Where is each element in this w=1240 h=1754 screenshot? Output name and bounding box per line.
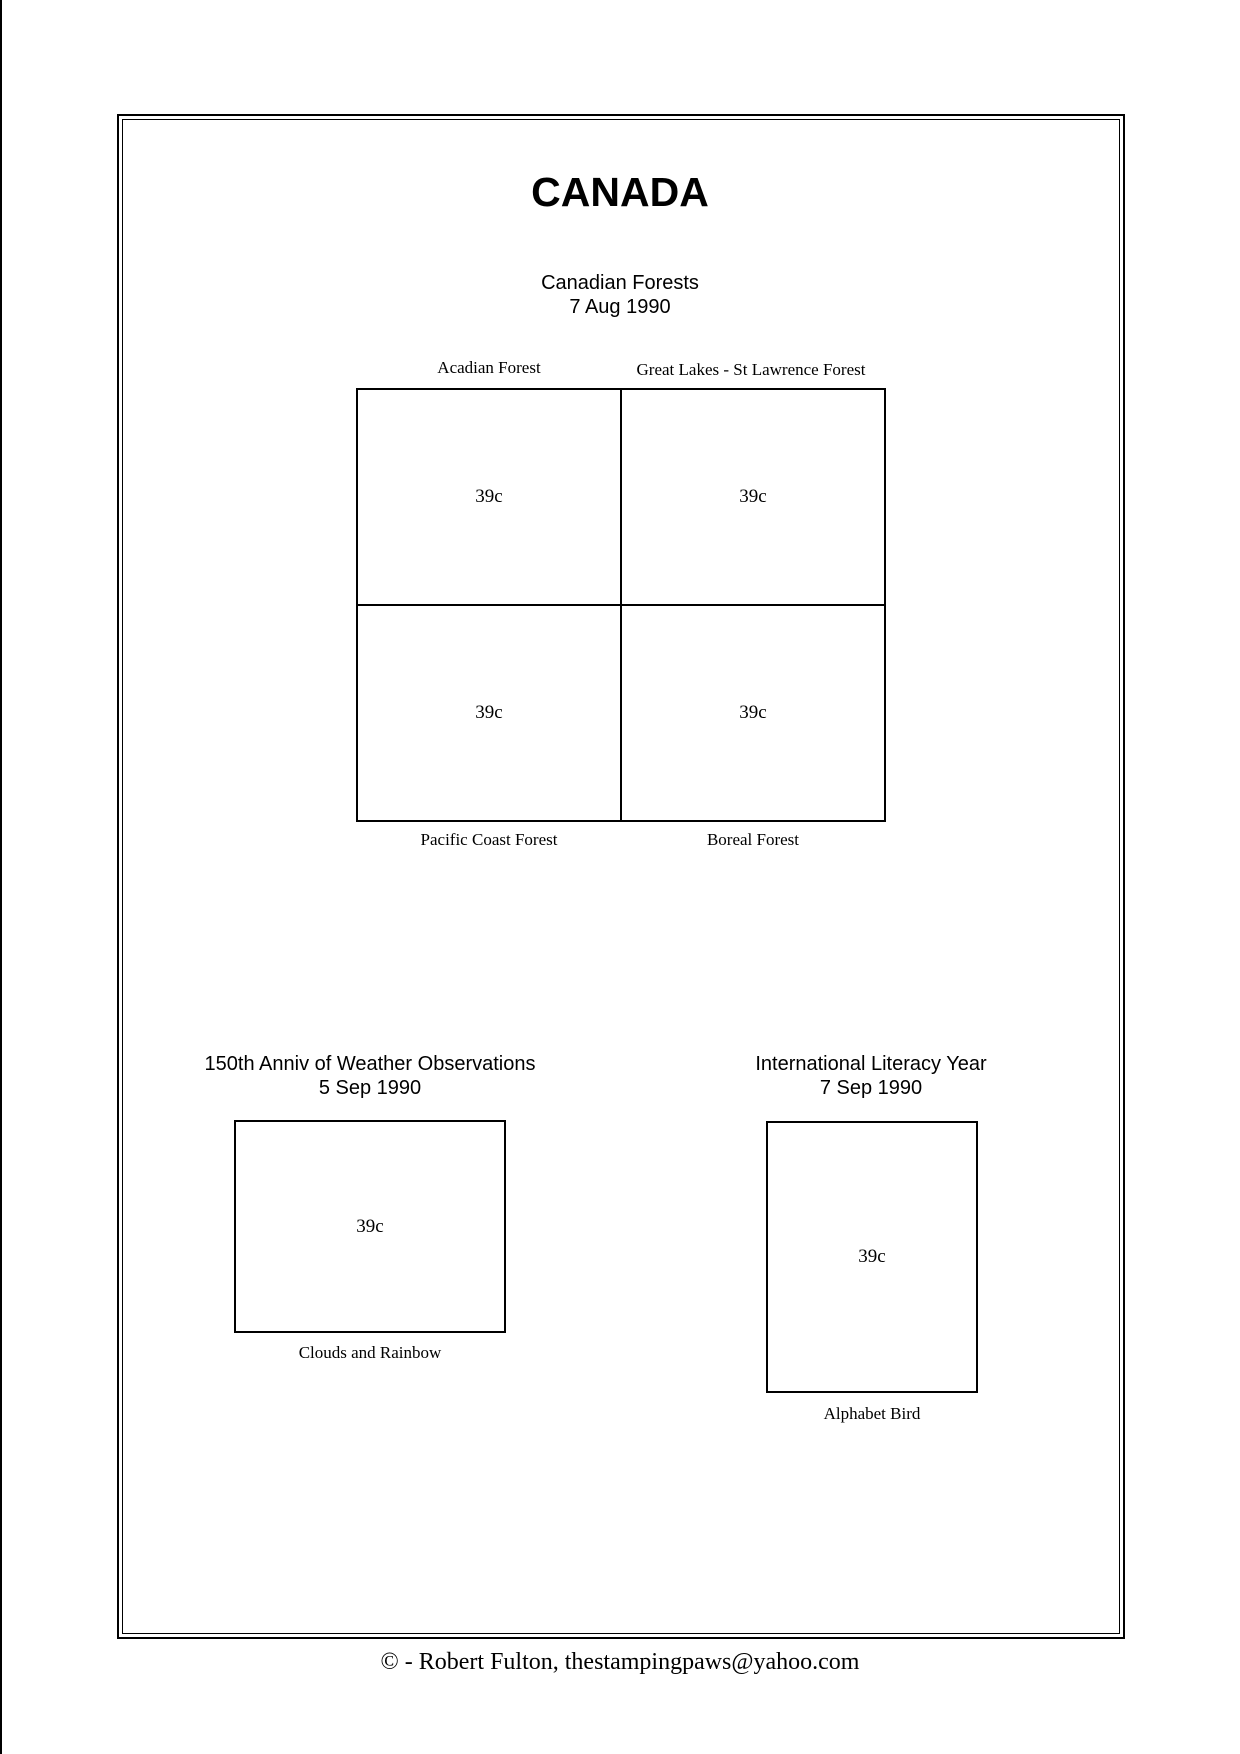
stamp-caption-acadian-forest: Acadian Forest: [437, 358, 541, 377]
stamp-value: 39c: [356, 1215, 384, 1237]
stamp-caption-pacific-coast-forest: Pacific Coast Forest: [420, 830, 558, 849]
stamp-box-boreal-forest: [620, 604, 886, 822]
stamp-value: 39c: [475, 702, 503, 723]
stamp-caption-clouds-and-rainbow: Clouds and Rainbow: [298, 1343, 442, 1362]
stamp-box-acadian-forest: [356, 388, 622, 606]
stamp-value: 39c: [858, 1246, 886, 1267]
stamp-box-great-lakes-forest: [620, 388, 886, 606]
issue-weather-observations-date: 5 Sep 1990: [318, 1077, 422, 1099]
stamp-caption-great-lakes-forest: Great Lakes - St Lawrence Forest: [636, 360, 866, 379]
stamp-box-pacific-coast-forest: [356, 604, 622, 822]
footer-credit: © - Robert Fulton, thestampingpaws@yahoo.com: [380, 1649, 860, 1675]
stamp-value: 39c: [739, 486, 767, 507]
stamp-box-alphabet-bird: [766, 1121, 978, 1393]
stamp-value: 39c: [475, 486, 503, 507]
page-title: CANADA: [531, 169, 709, 215]
stamp-caption-alphabet-bird: Alphabet Bird: [823, 1404, 921, 1423]
issue-weather-observations-name: 150th Anniv of Weather Observations: [204, 1053, 536, 1075]
issue-literacy-year-date: 7 Sep 1990: [819, 1077, 923, 1099]
stamp-box-clouds-and-rainbow: [234, 1120, 506, 1333]
stamp-caption-boreal-forest: Boreal Forest: [706, 830, 800, 849]
stamp-value: 39c: [739, 702, 767, 723]
issue-canadian-forests-date: 7 Aug 1990: [569, 296, 671, 318]
issue-literacy-year-name: International Literacy Year: [755, 1053, 987, 1075]
issue-canadian-forests-name: Canadian Forests: [541, 272, 699, 294]
